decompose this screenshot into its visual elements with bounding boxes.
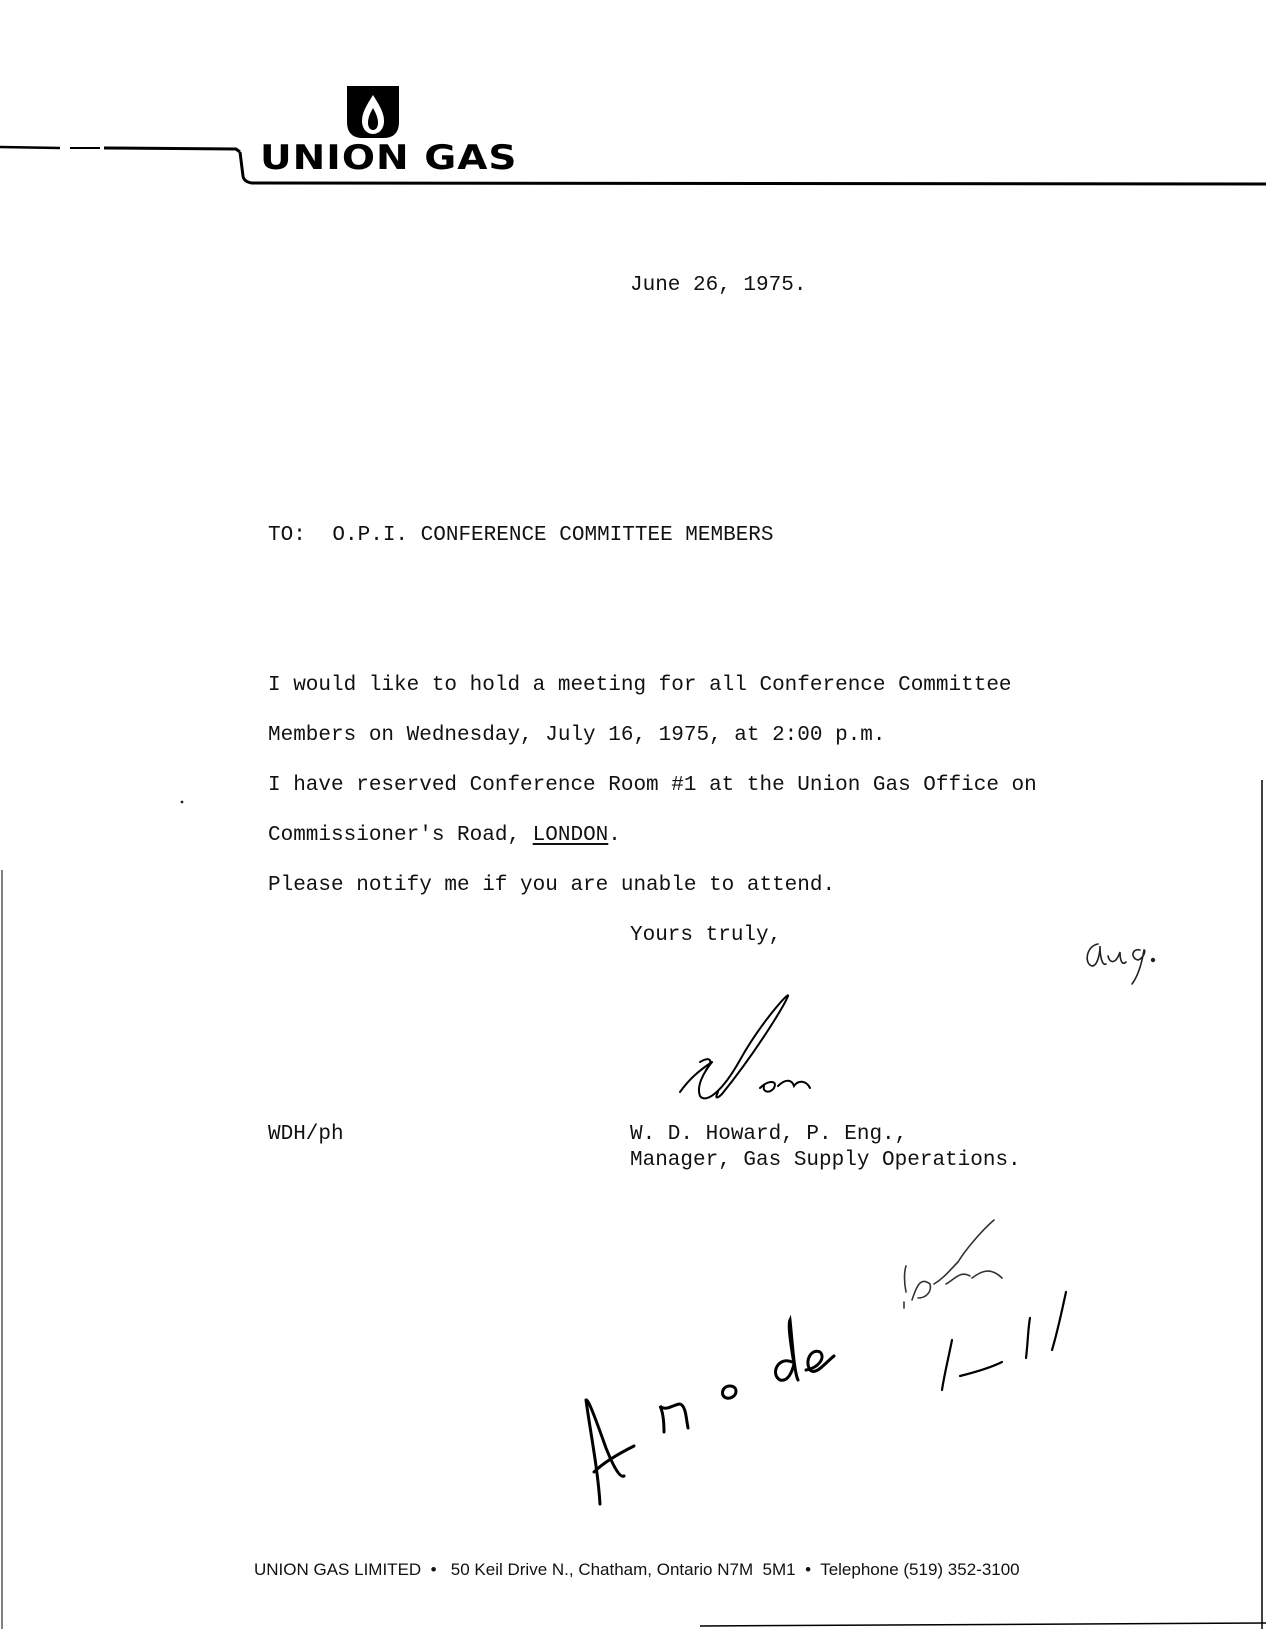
footer-address: 50 Keil Drive N., Chatham, Ontario N7M 5M1 [450, 1560, 796, 1579]
footer-company: UNION GAS LIMITED [254, 1560, 422, 1579]
signatory-name: W. D. Howard, P. Eng., [630, 1123, 908, 1146]
handwritten-note-anode [586, 1320, 834, 1504]
closing: Yours truly, [630, 924, 782, 947]
handwritten-note-beds [904, 1220, 1002, 1308]
letter-date: June 26, 1975. [630, 274, 807, 297]
footer-telephone: Telephone (519) 352-3100 [820, 1560, 1020, 1579]
letterhead-footer [254, 1560, 1020, 1580]
footer-bullet: • [800, 1560, 816, 1579]
body-line-3: I have reserved Conference Room #1 at the Union Gas Office on [268, 774, 1037, 797]
company-wordmark: UNION GAS [260, 139, 518, 178]
flame-icon [347, 86, 399, 138]
body-line-4-suffix: . [608, 824, 621, 847]
body-line-4-prefix: Commissioner's Road, [268, 824, 533, 847]
handwritten-margin-note [1087, 944, 1154, 984]
scan-edge-bottom [700, 1623, 1266, 1626]
footer-bullet: • [425, 1560, 447, 1579]
letterhead-rule [0, 147, 1266, 184]
scan-speck [181, 801, 184, 804]
handwritten-note-number [942, 1292, 1066, 1390]
recipient-value: O.P.I. CONFERENCE COMMITTEE MEMBERS [332, 524, 774, 547]
signatory-title: Manager, Gas Supply Operations. [630, 1149, 1021, 1172]
body-line-5: Please notify me if you are unable to attend. [268, 874, 836, 897]
recipient-line [268, 524, 774, 548]
body-line-1: I would like to hold a meeting for all Conference Committee [268, 674, 1012, 697]
body-line-4 [268, 824, 621, 848]
body-line-4-city: LONDON [532, 824, 609, 847]
recipient-label: TO: [268, 524, 306, 547]
body-line-2: Members on Wednesday, July 16, 1975, at 2:00 p.m. [268, 724, 886, 747]
handwritten-signature [680, 995, 810, 1098]
reference-initials: WDH/ph [268, 1123, 344, 1146]
